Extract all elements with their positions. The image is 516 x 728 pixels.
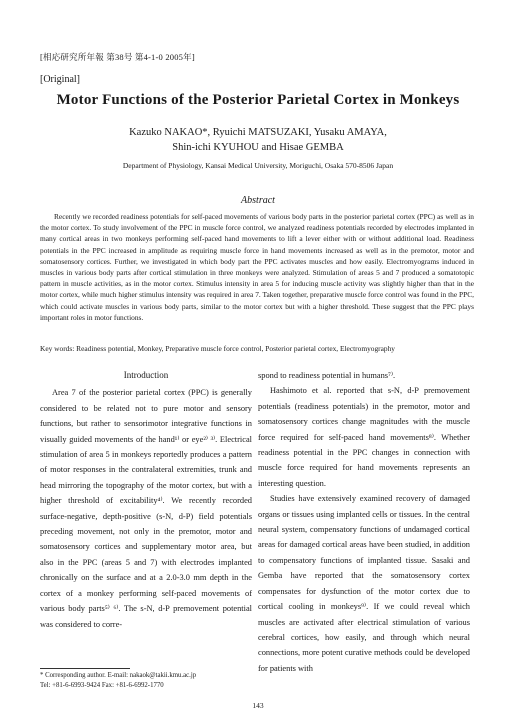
left-column [40, 368, 252, 632]
right-column-paragraph-1: spond to readiness potential in humans⁷⁾. [258, 371, 396, 380]
right-column [258, 368, 470, 676]
right-column-paragraph-3: Studies have extensively examined recovery of damaged organs or tissues using implanted cells or tissues. In the central neural system, compensatory functions of undamaged cortical areas for damaged cortical areas have been studied, in addition to compensatory functions of implanted tissue. Sasaki and Gemba have reported that the somatosensory cortex compensates for dysfunction of the motor cortex due to cortical cooling in monkeys⁹⁾. If we could reveal which muscles are activated after electrical stimulation of various cerebral cortices, how easily, and through which neural connections, more potent curative methods could be developed for patients with [258, 494, 470, 673]
section-tag: [Original] [40, 74, 80, 85]
footnote-rule [40, 668, 130, 669]
paper-title: Motor Functions of the Posterior Parietal Cortex in Monkeys [56, 92, 460, 108]
authors-line-1: Kazuko NAKAO*, Ryuichi MATSUZAKI, Yusaku AMAYA, [129, 127, 387, 138]
journal-header: [相応研究所年報 第38号 第4-1-0 2005年] [40, 52, 195, 62]
footnote-corresponding-author: * Corresponding author. E-mail: nakaok@takii.kmu.ac.jp [40, 672, 197, 679]
footnote [40, 671, 255, 691]
introduction-heading: Introduction [123, 370, 169, 380]
keywords [40, 343, 480, 354]
abstract-text: Recently we recorded readiness potentials for self-paced movements of various body parts in the posterior parietal cortex (PPC) as well as in the motor cortex. To study involvement of the PPC in muscle force control, we analyzed readiness potentials recorded by electrodes implanted in many cortical areas in two monkeys performing self-paced hand movements to lift a lever either with or without additional load. Readiness potentials in the PPC increased in amplitude as requiring muscle force in hand movements increased as well as in the premotor, motor and somatosensory cortices. Further, we investigated in which body part the PPC activates muscles and how easily. Electromyograms induced in muscles in various body parts after cortical stimulation in three monkeys were analyzed. Stimulation of areas 5 and 7 produced a somatotopic pattern in muscle activities, as in the motor cortex. Stimulus intensity in area 5 for inducing muscle activity was slightly higher than that in the motor cortex, while much higher stimulus intensity was required in area 7. Taken together, preparative muscle force control was found in the PPC, which could activate muscles in various body parts, similar to the motor cortex but with a higher threshold. These suggest that the PPC plays important roles in motor functions. [40, 212, 474, 322]
authors-line-2: Shin-ichi KYUHOU and Hisae GEMBA [172, 142, 344, 153]
affiliation: Department of Physiology, Kansai Medical University, Moriguchi, Osaka 570-8506 Japan [122, 161, 394, 170]
keywords-text: Readiness potential, Monkey, Preparative muscle force control, Posterior parietal cortex, Electromyography [76, 344, 395, 353]
abstract-heading: Abstract [241, 195, 275, 206]
abstract [40, 211, 474, 323]
footnote-contact: Tel: +81-6-6993-9424 Fax: +81-6-6992-1770 [40, 682, 164, 689]
author-list [0, 125, 516, 155]
left-column-text: Area 7 of the posterior parietal cortex (PPC) is generally considered to be related not to pure motor and sensory functions, but rather to sensorimotor integrative functions in visually guided movements of the hand¹⁾ or eye²⁾ ³⁾. Electrical stimulation of area 5 in monkeys reportedly produces a pattern of motor responses in the contralateral extremities, trunk and head mirroring the topography of the motor cortex, but with a higher threshold of excitability⁴⁾. We recently recorded surface-negative, depth-positive (s-N, d-P) field potentials preceding movement, not only in the premotor, motor and somatosensory cortices and supplementary motor area, but also in the PPC (areas 5 and 7) with electrodes implanted chronically on the surface and at a 2.0-3.0 mm depth in the cortex of a monkey performing self-paced movements of various body parts⁵⁾ ⁶⁾. The s-N, d-P premovement potential was considered to corre- [40, 388, 252, 629]
page-number: 143 [252, 701, 264, 710]
keywords-label: Key words: [40, 344, 75, 353]
right-column-paragraph-2: Hashimoto et al. reported that s-N, d-P premovement potentials (readiness potentials) in the premotor, motor and somatosensory cortices change magnitudes with the muscle force required for self-paced hand movements⁸⁾. Whether readiness potential in the PPC changes in connection with muscle force required for hand movements represents an interesting question. [258, 386, 470, 488]
